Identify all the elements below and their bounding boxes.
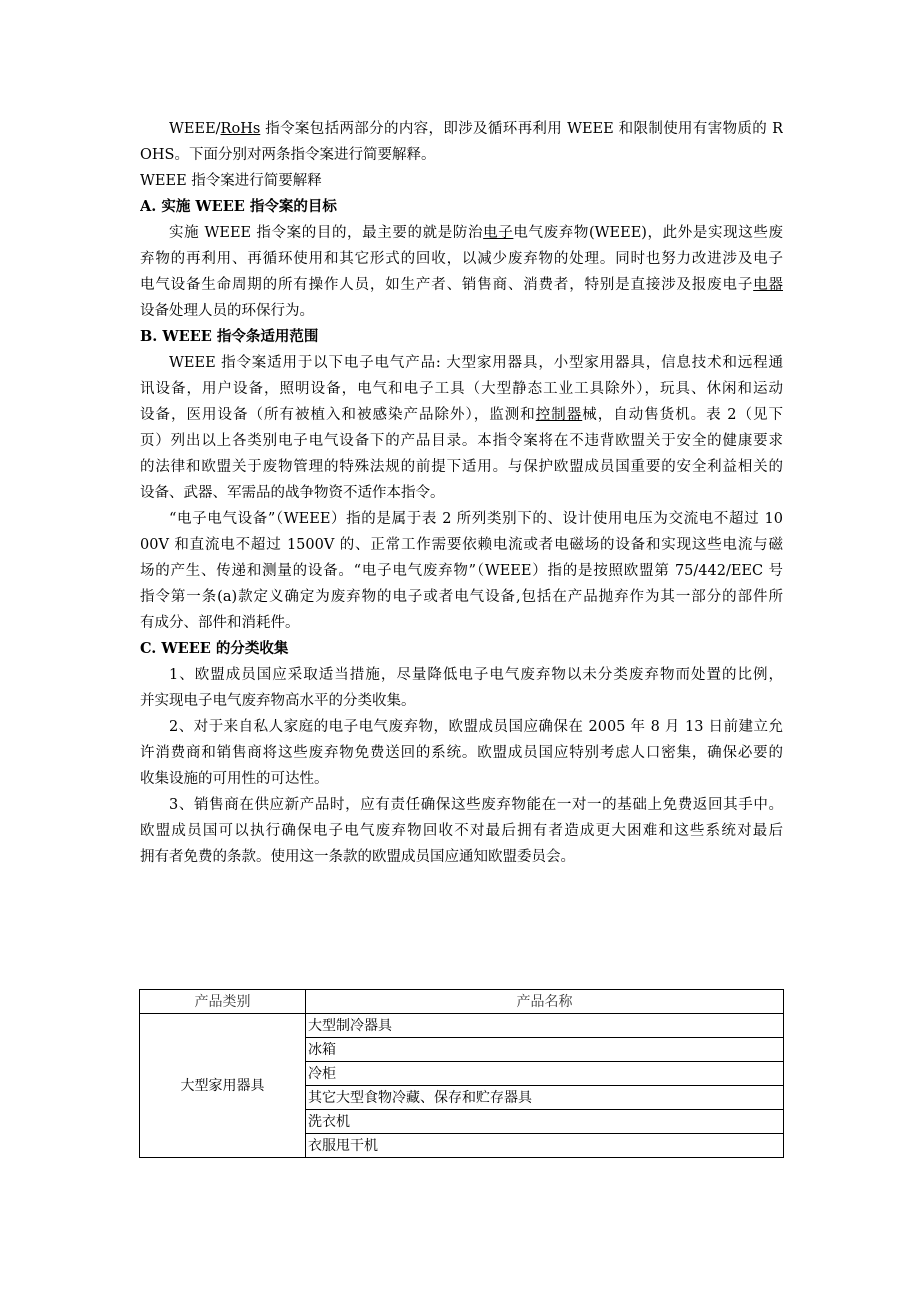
product-cell: 冰箱 <box>306 1038 784 1062</box>
para-b2-line-3: 场的产生、传递和测量的设备。“电子电气废弃物”（WEEE）指的是按照欧盟第 75/442/EEC 号 <box>140 563 783 579</box>
heading-c: C. WEEE 的分类收集 <box>140 640 289 657</box>
product-cell: 洗衣机 <box>306 1110 784 1134</box>
para-b2-line-1: “电子电气设备”（WEEE）指的是属于表 2 所列类别下的、设计使用电压为交流电不超过 10 <box>169 511 783 527</box>
para-b-line-4: 页）列出以上各类别电子电气设备下的产品目录。本指令案将在不违背欧盟关于安全的健康要求 <box>140 433 783 449</box>
header-product-name: 产品名称 <box>306 990 784 1014</box>
product-table <box>139 989 784 1158</box>
para-c1-line-1: 1、欧盟成员国应采取适当措施，尽量降低电子电气废弃物以未分类废弃物而处置的比例， <box>169 667 783 683</box>
para-c3-line-2: 欧盟成员国可以执行确保电子电气废弃物回收不对最后拥有者造成更大困难和这些系统对最后 <box>140 823 783 839</box>
subtitle: WEEE 指令案进行简要解释 <box>140 173 322 189</box>
para-c1-line-2: 并实现电子电气废弃物高水平的分类收集。 <box>140 693 416 709</box>
para-b-line-1: WEEE 指令案适用于以下电子电气产品: 大型家用器具，小型家用器具，信息技术和远程通 <box>169 355 783 371</box>
para-c2-line-2: 许消费商和销售商将这些废弃物免费送回的系统。欧盟成员国应特别考虑人口密集，确保必要的 <box>140 745 783 761</box>
document-body <box>140 116 783 870</box>
appliance-link[interactable]: 电器 <box>753 277 783 293</box>
para-c2-line-1: 2、对于来自私人家庭的电子电气废弃物，欧盟成员国应确保在 2005 年 8 月 13 日前建立允 <box>169 719 783 735</box>
para-a-line-3: 电气设备生命周期的所有操作人员，如生产者、销售商、消费者，特别是直接涉及报废电子电器 <box>140 277 783 293</box>
category-cell: 大型家用器具 <box>140 1014 306 1158</box>
product-cell: 大型制冷器具 <box>306 1014 784 1038</box>
heading-a: A. 实施 WEEE 指令案的目标 <box>140 198 337 215</box>
para-c2-line-3: 收集设施的可用性的可达性。 <box>140 771 329 787</box>
rohs-link[interactable]: RoHs <box>220 121 261 137</box>
para-b-line-5: 的法律和欧盟关于废物管理的特殊法规的前提下适用。与保护欧盟成员国重要的安全利益相关的 <box>140 459 783 475</box>
para-b-line-2: 讯设备，用户设备，照明设备，电气和电子工具（大型静态工业工具除外），玩具、休闲和运动 <box>140 381 783 397</box>
para-b-line-6: 设备、武器、军需品的战争物资不适作本指令。 <box>140 485 445 501</box>
heading-b: B. WEEE 指令条适用范围 <box>140 328 319 345</box>
controller-link[interactable]: 控制器 <box>535 407 583 423</box>
para-b2-line-5: 有成分、部件和消耗件。 <box>140 615 300 631</box>
product-cell: 冷柜 <box>306 1062 784 1086</box>
table-header-row <box>140 990 784 1014</box>
intro-line-1: WEEE/RoHs 指令案包括两部分的内容，即涉及循环再利用 WEEE 和限制使用有害物质的 R <box>169 121 783 137</box>
header-category: 产品类别 <box>140 990 306 1014</box>
table-row <box>140 1014 784 1038</box>
para-a-line-1: 实施 WEEE 指令案的目的，最主要的就是防治电子电气废弃物(WEEE)，此外是实现这些废 <box>169 225 783 241</box>
product-cell: 其它大型食物冷藏、保存和贮存器具 <box>306 1086 784 1110</box>
para-a-line-4: 设备处理人员的环保行为。 <box>140 303 314 319</box>
para-b-line-3: 设备，医用设备（所有被植入和被感染产品除外），监测和控制器械，自动售货机。表 2（见下 <box>140 407 783 423</box>
product-cell: 衣服甩干机 <box>306 1134 784 1158</box>
para-b2-line-4: 指令第一条(a)款定义确定为废弃物的电子或者电气设备,包括在产品抛弃作为其一部分的部件所 <box>140 589 783 605</box>
para-a-line-2: 弃物的再利用、再循环使用和其它形式的回收，以减少废弃物的处理。同时也努力改进涉及电子 <box>140 251 783 267</box>
electronics-link[interactable]: 电子 <box>483 225 514 241</box>
intro-line-2: OHS。下面分别对两条指令案进行简要解释。 <box>140 147 436 163</box>
para-c3-line-3: 拥有者免费的条款。使用这一条款的欧盟成员国应通知欧盟委员会。 <box>140 849 575 865</box>
para-c3-line-1: 3、销售商在供应新产品时，应有责任确保这些废弃物能在一对一的基础上免费返回其手中。 <box>169 797 783 813</box>
para-b2-line-2: 00V 和直流电不超过 1500V 的、正常工作需要依赖电流或者电磁场的设备和实现这些电流与磁 <box>140 537 783 553</box>
